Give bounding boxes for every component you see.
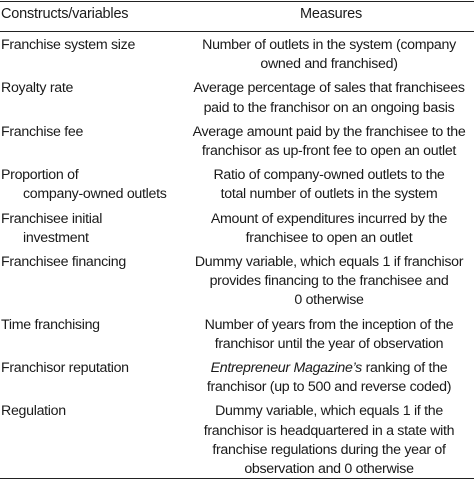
table-row xyxy=(0,210,474,248)
table-row xyxy=(0,166,474,204)
construct-cell: Regulation xyxy=(1,403,66,420)
measure-cell: Number of years from the inception of the franchisor until the year of observation xyxy=(204,316,454,352)
construct-cell: Royalty rate xyxy=(1,80,74,97)
table-row xyxy=(0,36,474,74)
measure-cell: Dummy variable, which equals 1 if the franchisor is headquartered in a state with franchise regulations during the year of observation and 0 otherwise xyxy=(203,403,455,478)
measure-cell: Amount of expenditures incurred by the franchisee to open an outlet xyxy=(210,210,448,246)
magazine-name: Entrepreneur Magazine’s xyxy=(210,360,362,377)
measure-cell: Average amount paid by the franchisee to the franchisor as up-front fee to open an outlet xyxy=(192,123,466,160)
construct-cell: Proportion of company-owned outlets xyxy=(1,167,167,203)
table-row xyxy=(0,123,474,161)
header-constructs: Constructs/variables xyxy=(1,6,129,22)
construct-cell: Franchise fee xyxy=(1,123,84,140)
top-rule xyxy=(0,1,474,2)
measure-cell: Number of outlets in the system (company owned and franchised) xyxy=(202,37,456,73)
construct-cell: Franchisee initial investment xyxy=(1,210,103,246)
bottom-rule xyxy=(0,478,474,479)
construct-cell: Franchisee financing xyxy=(1,254,126,271)
table-row xyxy=(0,79,474,117)
measure-cell: Entrepreneur Magazine’s ranking of the franchisor (up to 500 and reverse coded) xyxy=(206,360,452,396)
measure-cell: Dummy variable, which equals 1 if franchisor provides financing to the franchisee and 0 otherwise xyxy=(194,254,464,309)
table-row xyxy=(0,316,474,354)
construct-cell: Franchise system size xyxy=(1,37,136,53)
table-header xyxy=(0,4,474,28)
construct-cell: Time franchising xyxy=(1,316,100,333)
measure-cell: Average percentage of sales that franchisees paid to the franchisor on an ongoing basis xyxy=(193,80,465,116)
table-body xyxy=(0,36,474,484)
header-measures: Measures xyxy=(300,6,363,22)
construct-cell: Franchisor reputation xyxy=(1,360,129,377)
table-row xyxy=(0,253,474,311)
header-rule xyxy=(0,31,474,32)
measure-cell: Ratio of company-owned outlets to the total number of outlets in the system xyxy=(213,167,445,203)
table-row xyxy=(0,402,474,479)
table-row xyxy=(0,359,474,397)
